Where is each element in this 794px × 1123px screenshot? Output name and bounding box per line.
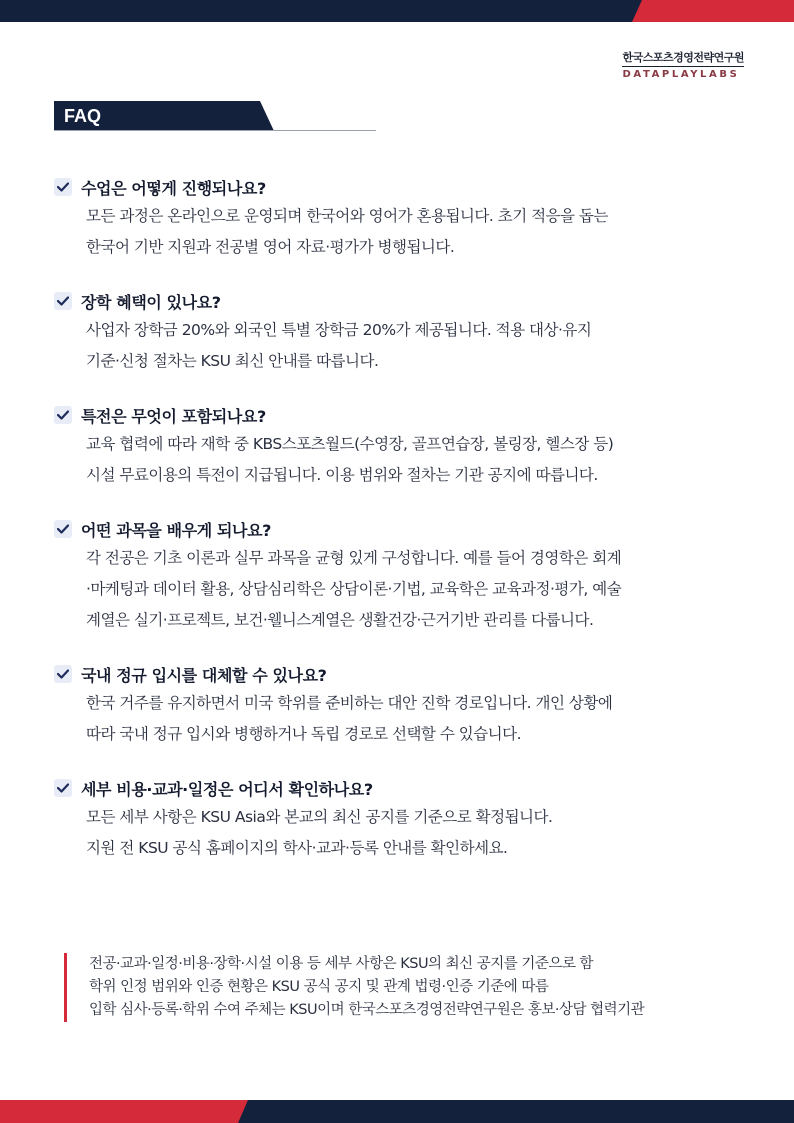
faq-question-row [54, 401, 754, 429]
check-icon [54, 178, 72, 196]
faq-answer-line: 따라 국내 정규 입시와 병행하거나 독립 경로로 선택할 수 있습니다. [86, 725, 522, 743]
faq-answer [86, 802, 754, 864]
brand-logo [622, 51, 744, 81]
faq-answer [86, 315, 754, 377]
faq-answer-line: 시설 무료이용의 특전이 지급됩니다. 이용 범위와 절차는 기관 공지에 따릅니다. [86, 466, 598, 484]
logo-korean: 한국스포츠경영전략연구원 [622, 51, 744, 64]
disclaimer-notice [64, 953, 644, 1022]
faq-title: FAQ [64, 106, 102, 126]
faq-question: 수업은 어떻게 진행되나요? [81, 178, 266, 198]
faq-answer-line: ·마케팅과 데이터 활용, 상담심리학은 상담이론·기법, 교육학은 교육과정·평가, 예술 [86, 580, 622, 598]
faq-answer [86, 201, 754, 263]
faq-answer-line: 사업자 장학금 20%와 외국인 특별 장학금 20%가 제공됩니다. 적용 대상·유지 [86, 321, 592, 339]
top-decor-bar [0, 0, 794, 22]
faq-question-row [54, 515, 754, 543]
notice-line: 전공·교과·일정·비용·장학·시설 이용 등 세부 사항은 KSU의 최신 공지를 기준으로 함 [89, 956, 594, 972]
bottom-decor-bar [0, 1100, 794, 1123]
faq-answer-line: 각 전공은 기초 이론과 실무 과목을 균형 있게 구성합니다. 예를 들어 경영학은 회계 [86, 549, 622, 567]
faq-item [54, 515, 754, 636]
faq-question: 세부 비용·교과·일정은 어디서 확인하나요? [81, 779, 373, 799]
faq-list [54, 173, 754, 888]
faq-question-row [54, 774, 754, 802]
faq-answer-line: 한국어 기반 지원과 전공별 영어 자료·평가가 병행됩니다. [86, 238, 455, 256]
faq-answer-line: 모든 세부 사항은 KSU Asia와 본교의 최신 공지를 기준으로 확정됩니다. [86, 808, 553, 826]
faq-header-rule [54, 130, 376, 131]
faq-header [54, 101, 376, 131]
notice-line: 입학 심사·등록·학위 수여 주체는 KSU이며 한국스포츠경영전략연구원은 홍보·상담 협력기관 [89, 1002, 645, 1018]
logo-english: DATAPLAYLABS [622, 69, 740, 80]
faq-answer [86, 429, 754, 491]
faq-answer-line: 기준·신청 절차는 KSU 최신 안내를 따릅니다. [86, 352, 379, 370]
faq-item [54, 660, 754, 750]
faq-item [54, 401, 754, 491]
faq-answer-line: 계열은 실기·프로젝트, 보건·웰니스계열은 생활건강·근거기반 관리를 다룹니다. [86, 611, 594, 629]
faq-item [54, 173, 754, 263]
check-icon [54, 779, 72, 797]
check-icon [54, 406, 72, 424]
faq-question-row [54, 173, 754, 201]
notice-line: 학위 인정 범위와 인증 현황은 KSU 공식 공지 및 관계 법령·인증 기준에 따름 [89, 979, 549, 995]
faq-item [54, 287, 754, 377]
faq-question: 국내 정규 입시를 대체할 수 있나요? [81, 665, 327, 685]
logo-divider [622, 66, 744, 67]
faq-answer-line: 한국 거주를 유지하면서 미국 학위를 준비하는 대안 진학 경로입니다. 개인 상황에 [86, 694, 613, 712]
faq-question: 장학 혜택이 있나요? [81, 292, 221, 312]
faq-question-row [54, 287, 754, 315]
faq-answer-line: 모든 과정은 온라인으로 운영되며 한국어와 영어가 혼용됩니다. 초기 적응을 돕는 [86, 207, 608, 225]
faq-answer-line: 교육 협력에 따라 재학 중 KBS스포츠월드(수영장, 골프연습장, 볼링장, 헬스장 등) [86, 435, 614, 453]
faq-item [54, 774, 754, 864]
faq-question: 어떤 과목을 배우게 되나요? [81, 520, 272, 540]
faq-answer [86, 543, 754, 636]
check-icon [54, 665, 72, 683]
check-icon [54, 292, 72, 310]
faq-answer [86, 688, 754, 750]
faq-question: 특전은 무엇이 포함되나요? [81, 406, 266, 426]
check-icon [54, 520, 72, 538]
faq-answer-line: 지원 전 KSU 공식 홈페이지의 학사·교과·등록 안내를 확인하세요. [86, 839, 508, 857]
faq-question-row [54, 660, 754, 688]
